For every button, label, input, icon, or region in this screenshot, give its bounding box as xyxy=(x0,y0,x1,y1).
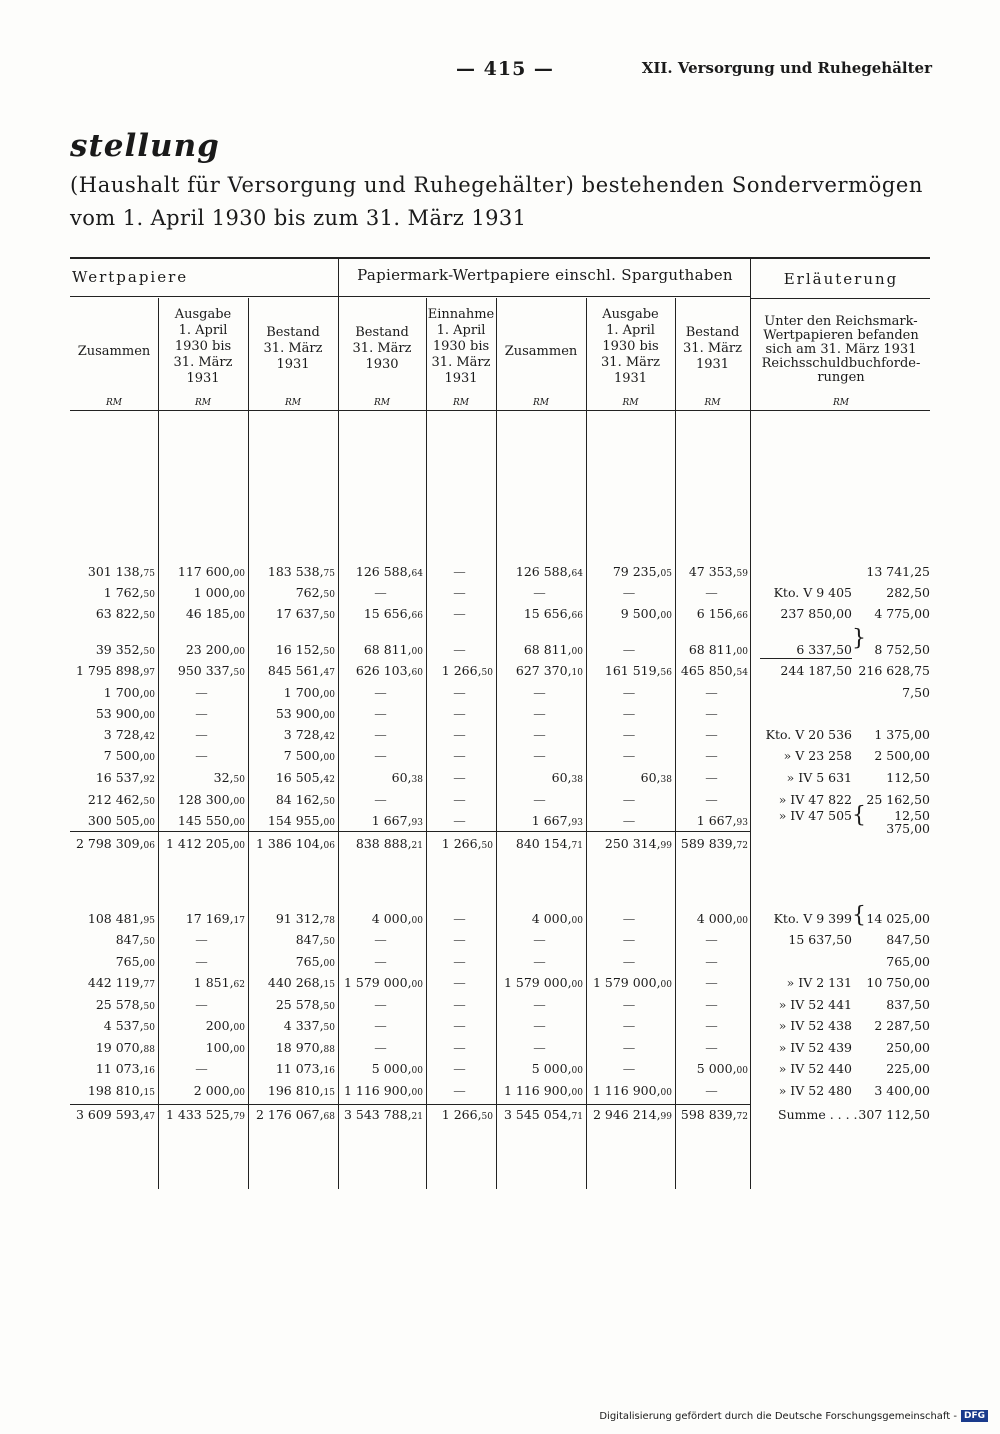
table-row-a12-col-1: 300 505,00 xyxy=(87,813,155,828)
table-row-b3-col-1: 765,00 xyxy=(115,954,155,969)
table-row-b9-col-2: 2 000,00 xyxy=(193,1083,245,1098)
note-account-notes_b-9: » IV 52 480 xyxy=(778,1083,852,1098)
table-row-b4-col-8: — xyxy=(705,975,718,990)
table-row-a4-col-8: 68 811,00 xyxy=(688,642,748,657)
table-row-a8-col-8: — xyxy=(705,727,718,742)
table-row-b7-col-1: 19 070,88 xyxy=(95,1040,155,1055)
table-row-a3-col-3: 17 637,50 xyxy=(275,606,335,621)
group-header-erlaeuterung: Erläuterung xyxy=(783,270,899,288)
table-row-b3-col-7: — xyxy=(622,954,636,969)
table-row-a11-col-1: 212 462,50 xyxy=(87,792,155,807)
unit-label: RM xyxy=(195,398,211,408)
note-account-notes_b-5: » IV 52 441 xyxy=(778,997,852,1012)
group-header-rule-right xyxy=(750,298,930,299)
table-row-b5-col-8: — xyxy=(705,997,718,1012)
table-row-a3-col-4: 15 656,66 xyxy=(363,606,423,621)
table-row-a7-col-4: — xyxy=(374,706,387,721)
table-row-a6-col-7: — xyxy=(622,685,636,700)
table-row-a2-col-6: — xyxy=(533,585,546,600)
table-row-b4-col-5: — xyxy=(453,975,466,990)
table-row-b2-col-1: 847,50 xyxy=(115,932,155,947)
col-header-ausgabe-2: Ausgabe 1. April 1930 bis 31. März 1931 xyxy=(601,307,660,386)
table-row-a7-col-3: 53 900,00 xyxy=(275,706,335,721)
table-row-b6-col-8: — xyxy=(705,1018,718,1033)
table-row-b7-col-3: 18 970,88 xyxy=(275,1040,335,1055)
table-row-a11-col-2: 128 300,00 xyxy=(177,792,245,807)
table-row-b9-col-3: 196 810,15 xyxy=(267,1083,335,1098)
group-header-papiermark: Papiermark-Wertpapiere einschl. Sparguthaben xyxy=(357,266,733,284)
table-row-b1-col-1: 108 481,95 xyxy=(87,911,155,926)
table-row-b1-col-8: 4 000,00 xyxy=(696,911,748,926)
table-row-a7-col-8: — xyxy=(705,706,718,721)
total-row-col-3: 2 176 067,68 xyxy=(255,1107,335,1122)
table-row-a9-col-7: — xyxy=(622,748,636,763)
col-header-ausgabe-1: Ausgabe 1. April 1930 bis 31. März 1931 xyxy=(173,307,233,386)
table-row-a7-col-6: — xyxy=(533,706,546,721)
table-row-a4-col-3: 16 152,50 xyxy=(275,642,335,657)
col-header-einnahme: Einnahme 1. April 1930 bis 31. März 1931 xyxy=(427,307,495,386)
table-row-a10-col-1: 16 537,92 xyxy=(95,770,155,785)
note-amount-notes_a-9: 2 500,00 xyxy=(874,748,930,763)
note-account-notes_a-12: » IV 47 505 xyxy=(778,808,852,823)
table-row-b7-col-2: 100,00 xyxy=(205,1040,245,1055)
table-row-a7-col-5: — xyxy=(453,706,466,721)
table-row-a4-col-5: — xyxy=(453,642,466,657)
dfg-logo: DFG xyxy=(961,1410,988,1422)
table-row-b8-col-8: 5 000,00 xyxy=(696,1061,748,1076)
col-divider-8 xyxy=(750,257,751,1189)
table-row-a2-col-2: 1 000,00 xyxy=(193,585,245,600)
table-row-a8-col-3: 3 728,42 xyxy=(283,727,335,742)
table-row-a3-col-1: 63 822,50 xyxy=(95,606,155,621)
table-row-a5-col-1: 1 795 898,97 xyxy=(75,663,155,678)
note-account-notes_a-5: 244 187,50 xyxy=(780,663,852,678)
col-header-bestand-1930: Bestand 31. März 1930 xyxy=(352,325,412,372)
footer-text: Digitalisierung gefördert durch die Deutsche Forschungsgemeinschaft - xyxy=(599,1410,957,1422)
note-amount-notes_a-10: 112,50 xyxy=(886,770,930,785)
table-row-a12-col-5: — xyxy=(453,813,466,828)
table-row-b2-col-6: — xyxy=(533,932,546,947)
table-row-a1-col-2: 117 600,00 xyxy=(177,564,245,579)
note-account-notes_b-7: » IV 52 439 xyxy=(778,1040,852,1055)
table-row-b8-col-4: 5 000,00 xyxy=(371,1061,423,1076)
col-header-zusammen-1: Zusammen xyxy=(77,344,151,359)
table-row-b1-col-7: — xyxy=(622,911,636,926)
total-row-col-5: 1 266,50 xyxy=(441,1107,493,1122)
table-row-b6-col-7: — xyxy=(622,1018,636,1033)
table-row-a2-col-5: — xyxy=(453,585,466,600)
table-row-a3-col-6: 15 656,66 xyxy=(523,606,583,621)
table-row-b1-col-3: 91 312,78 xyxy=(275,911,335,926)
note-amount-notes_a-2: 282,50 xyxy=(886,585,930,600)
note-amount-notes_a-11: 25 162,50 xyxy=(866,792,930,807)
table-row-b9-col-4: 1 116 900,00 xyxy=(343,1083,423,1098)
table-row-a2-col-1: 1 762,50 xyxy=(103,585,155,600)
column-header-bottom-rule xyxy=(70,410,930,411)
table-row-b6-col-3: 4 337,50 xyxy=(283,1018,335,1033)
total-row-col-8: 598 839,72 xyxy=(680,1107,748,1122)
table-row-b5-col-4: — xyxy=(374,997,387,1012)
table-row-a10-col-5: — xyxy=(453,770,466,785)
table-row-a12-col-6: 1 667,93 xyxy=(531,813,583,828)
subtotal-row-col-2: 1 412 205,00 xyxy=(165,836,245,851)
table-row-b9-col-8: — xyxy=(705,1083,718,1098)
note-account-notes_a-8: Kto. V 20 536 xyxy=(765,727,852,742)
table-row-b2-col-2: — xyxy=(195,932,208,947)
subtotal-row-col-3: 1 386 104,06 xyxy=(255,836,335,851)
note-amount-notes_a-4: 8 752,50 xyxy=(874,642,930,657)
brace-mark: { xyxy=(852,803,866,828)
table-row-b3-col-5: — xyxy=(453,954,466,969)
table-row-a3-col-8: 6 156,66 xyxy=(696,606,748,621)
note-account-notes_a-2: Kto. V 9 405 xyxy=(773,585,852,600)
table-row-a4-col-7: — xyxy=(622,642,636,657)
table-row-b5-col-1: 25 578,50 xyxy=(95,997,155,1012)
table-row-b2-col-7: — xyxy=(622,932,636,947)
table-row-a1-col-5: — xyxy=(453,564,466,579)
table-row-a9-col-3: 7 500,00 xyxy=(283,748,335,763)
table-row-b3-col-8: — xyxy=(705,954,718,969)
note-amount-notes_b-5: 837,50 xyxy=(886,997,930,1012)
table-row-a11-col-6: — xyxy=(533,792,546,807)
table-row-b7-col-6: — xyxy=(533,1040,546,1055)
table-row-b2-col-8: — xyxy=(705,932,718,947)
table-row-a9-col-5: — xyxy=(453,748,466,763)
table-row-a4-col-4: 68 811,00 xyxy=(363,642,423,657)
table-row-a10-col-7: 60,38 xyxy=(640,770,672,785)
table-row-a6-col-2: — xyxy=(195,685,208,700)
table-row-a5-col-3: 845 561,47 xyxy=(267,663,335,678)
summe-label: Summe . . . . xyxy=(778,1107,858,1122)
note-account-notes_b-6: » IV 52 438 xyxy=(778,1018,852,1033)
table-row-b4-col-3: 440 268,15 xyxy=(267,975,335,990)
note-account-notes_b-2: 15 637,50 xyxy=(788,932,852,947)
table-row-a10-col-6: 60,38 xyxy=(551,770,583,785)
unit-label: RM xyxy=(704,398,721,408)
table-row-a10-col-4: 60,38 xyxy=(391,770,423,785)
summe-value: 307 112,50 xyxy=(858,1107,930,1122)
note-amount-notes_b-6: 2 287,50 xyxy=(874,1018,930,1033)
table-row-a10-col-8: — xyxy=(705,770,718,785)
table-row-b7-col-7: — xyxy=(622,1040,636,1055)
table-row-b4-col-6: 1 579 000,00 xyxy=(503,975,583,990)
table-row-a2-col-3: 762,50 xyxy=(295,585,335,600)
table-row-a12-col-4: 1 667,93 xyxy=(371,813,423,828)
note-amount-notes_b-8: 225,00 xyxy=(886,1061,930,1076)
table-row-a3-col-7: 9 500,00 xyxy=(620,606,672,621)
table-row-b3-col-6: — xyxy=(533,954,546,969)
unit-label: RM xyxy=(533,398,549,408)
table-row-b1-col-4: 4 000,00 xyxy=(371,911,423,926)
table-row-b5-col-3: 25 578,50 xyxy=(275,997,335,1012)
subtotal-row-col-7: 250 314,99 xyxy=(604,836,672,851)
table-row-b2-col-4: — xyxy=(374,932,387,947)
table-row-a5-col-7: 161 519,56 xyxy=(604,663,672,678)
table-row-a5-col-6: 627 370,10 xyxy=(515,663,583,678)
subtotal-row-col-4: 838 888,21 xyxy=(355,836,423,851)
page-number: — 415 — xyxy=(456,58,554,80)
table-row-a4-col-2: 23 200,00 xyxy=(185,642,245,657)
col-header-bestand-1931-1: Bestand 31. März 1931 xyxy=(263,325,323,372)
table-row-a4-col-1: 39 352,50 xyxy=(95,642,155,657)
table-row-a4-col-6: 68 811,00 xyxy=(523,642,583,657)
table-row-b1-col-5: — xyxy=(453,911,466,926)
table-row-a8-col-4: — xyxy=(374,727,387,742)
total-row-col-2: 1 433 525,79 xyxy=(165,1107,245,1122)
col-header-bestand-1931-2: Bestand 31. März 1931 xyxy=(683,325,742,372)
table-row-b4-col-1: 442 119,77 xyxy=(87,975,155,990)
table-row-b8-col-3: 11 073,16 xyxy=(275,1061,335,1076)
table-row-b7-col-4: — xyxy=(374,1040,387,1055)
note-amount-notes_a-5: 216 628,75 xyxy=(858,663,930,678)
table-row-b7-col-5: — xyxy=(453,1040,466,1055)
note-account-notes_b-1: Kto. V 9 399 xyxy=(773,911,852,926)
table-row-a12-col-3: 154 955,00 xyxy=(267,813,335,828)
note-amount-notes_b-4: 10 750,00 xyxy=(866,975,930,990)
table-row-a3-col-2: 46 185,00 xyxy=(185,606,245,621)
table-row-b7-col-8: — xyxy=(705,1040,718,1055)
table-row-a8-col-5: — xyxy=(453,727,466,742)
unit-label: RM xyxy=(833,398,849,408)
table-row-a1-col-3: 183 538,75 xyxy=(267,564,335,579)
subtotal-rule xyxy=(70,831,750,832)
table-row-b4-col-2: 1 851,62 xyxy=(193,975,245,990)
table-row-a7-col-2: — xyxy=(195,706,208,721)
table-row-a2-col-8: — xyxy=(705,585,718,600)
note-amount-notes_a-12: 12,50 xyxy=(894,808,930,823)
total-rule xyxy=(70,1104,750,1105)
table-row-a6-col-1: 1 700,00 xyxy=(103,685,155,700)
table-row-a1-col-6: 126 588,64 xyxy=(515,564,583,579)
table-row-a11-col-4: — xyxy=(374,792,387,807)
table-row-a5-col-4: 626 103,60 xyxy=(355,663,423,678)
table-row-a3-col-5: — xyxy=(453,606,466,621)
table-row-a7-col-7: — xyxy=(622,706,636,721)
unit-label: RM xyxy=(622,398,639,408)
table-row-a11-col-8: — xyxy=(705,792,718,807)
table-row-a1-col-4: 126 588,64 xyxy=(355,564,423,579)
table-row-a12-col-8: 1 667,93 xyxy=(696,813,748,828)
table-row-a7-col-1: 53 900,00 xyxy=(95,706,155,721)
table-row-a8-col-1: 3 728,42 xyxy=(103,727,155,742)
table-row-b2-col-5: — xyxy=(453,932,466,947)
title-subline-2: vom 1. April 1930 bis zum 31. März 1931 xyxy=(70,206,527,230)
table-row-a6-col-4: — xyxy=(374,685,387,700)
table-row-a9-col-2: — xyxy=(195,748,208,763)
unit-label: RM xyxy=(285,398,301,408)
table-row-b4-col-7: 1 579 000,00 xyxy=(592,975,672,990)
table-row-b9-col-1: 198 810,15 xyxy=(87,1083,155,1098)
note-account-notes_a-3: 237 850,00 xyxy=(780,606,852,621)
page-title: stellung xyxy=(70,128,220,164)
table-row-b8-col-5: — xyxy=(453,1061,466,1076)
table-row-b6-col-6: — xyxy=(533,1018,546,1033)
table-row-b5-col-2: — xyxy=(195,997,208,1012)
table-row-a1-col-8: 47 353,59 xyxy=(688,564,748,579)
table-row-a5-col-5: 1 266,50 xyxy=(441,663,493,678)
title-subline-1: (Haushalt für Versorgung und Ruhegehälter) bestehenden Sondervermögen xyxy=(70,173,924,197)
table-row-a10-col-2: 32,50 xyxy=(213,770,245,785)
table-row-a9-col-1: 7 500,00 xyxy=(103,748,155,763)
table-row-b4-col-4: 1 579 000,00 xyxy=(343,975,423,990)
group-header-wertpapiere: Wertpapiere xyxy=(72,268,189,286)
table-row-a2-col-7: — xyxy=(622,585,636,600)
table-row-b5-col-6: — xyxy=(533,997,546,1012)
note-account-notes_a-9: » V 23 258 xyxy=(783,748,852,763)
subtotal-row-col-8: 589 839,72 xyxy=(680,836,748,851)
table-row-a6-col-6: — xyxy=(533,685,546,700)
table-row-a1-col-7: 79 235,05 xyxy=(612,564,672,579)
total-row-col-6: 3 545 054,71 xyxy=(503,1107,583,1122)
table-row-b9-col-7: 1 116 900,00 xyxy=(592,1083,672,1098)
note-account-notes_b-8: » IV 52 440 xyxy=(778,1061,852,1076)
note-account-notes_a-10: » IV 5 631 xyxy=(786,770,852,785)
note-amount-notes_a-8: 1 375,00 xyxy=(874,727,930,742)
table-row-b3-col-3: 765,00 xyxy=(295,954,335,969)
table-row-b3-col-2: — xyxy=(195,954,208,969)
note-subtotal-rule xyxy=(760,658,852,659)
unit-label: RM xyxy=(106,398,122,408)
note-amount-notes_b-3: 765,00 xyxy=(886,954,930,969)
subtotal-row-col-5: 1 266,50 xyxy=(441,836,493,851)
note-amount-notes_b-9: 3 400,00 xyxy=(874,1083,930,1098)
note-amount-notes_a-6: 7,50 xyxy=(902,685,930,700)
table-row-b8-col-2: — xyxy=(195,1061,208,1076)
footer-credit xyxy=(599,1410,988,1422)
table-row-b8-col-1: 11 073,16 xyxy=(95,1061,155,1076)
table-row-a6-col-5: — xyxy=(453,685,466,700)
table-row-b6-col-2: 200,00 xyxy=(205,1018,245,1033)
group-header-rule-left xyxy=(70,296,338,297)
table-row-b2-col-3: 847,50 xyxy=(295,932,335,947)
total-row-col-4: 3 543 788,21 xyxy=(343,1107,423,1122)
table-row-a1-col-1: 301 138,75 xyxy=(87,564,155,579)
table-row-b3-col-4: — xyxy=(374,954,387,969)
total-row-col-7: 2 946 214,99 xyxy=(592,1107,672,1122)
note-account-notes_a-4: 6 337,50 xyxy=(796,642,852,657)
table-row-a8-col-6: — xyxy=(533,727,546,742)
note-account-notes_b-4: » IV 2 131 xyxy=(786,975,852,990)
table-row-a6-col-8: — xyxy=(705,685,718,700)
group-header-rule-mid xyxy=(338,296,750,297)
note-account-notes_a-11: » IV 47 822 xyxy=(778,792,852,807)
table-row-a6-col-3: 1 700,00 xyxy=(283,685,335,700)
table-row-a2-col-4: — xyxy=(374,585,387,600)
subtotal-row-col-6: 840 154,71 xyxy=(515,836,583,851)
table-row-a5-col-2: 950 337,50 xyxy=(177,663,245,678)
unit-label: RM xyxy=(453,398,469,408)
table-row-a9-col-4: — xyxy=(374,748,387,763)
table-row-a10-col-3: 16 505,42 xyxy=(275,770,335,785)
table-top-rule xyxy=(70,257,930,259)
table-row-a11-col-5: — xyxy=(453,792,466,807)
table-row-a12-col-7: — xyxy=(622,813,636,828)
table-row-b1-col-2: 17 169,17 xyxy=(185,911,245,926)
table-row-b1-col-6: 4 000,00 xyxy=(531,911,583,926)
table-row-b9-col-5: — xyxy=(453,1083,466,1098)
table-row-a5-col-8: 465 850,54 xyxy=(680,663,748,678)
table-row-b8-col-7: — xyxy=(622,1061,636,1076)
table-row-a9-col-8: — xyxy=(705,748,718,763)
table-row-b9-col-6: 1 116 900,00 xyxy=(503,1083,583,1098)
col-header-zusammen-2: Zusammen xyxy=(504,344,578,359)
note-amount-notes_a-3: 4 775,00 xyxy=(874,606,930,621)
subtotal-row-col-1: 2 798 309,06 xyxy=(75,836,155,851)
table-row-b5-col-7: — xyxy=(622,997,636,1012)
note-amount-notes_a-1: 13 741,25 xyxy=(866,564,930,579)
table-row-b6-col-5: — xyxy=(453,1018,466,1033)
col-header-erlaeuterung: Unter den Reichsmark- Wertpapieren befanden sich am 31. März 1931 Reichsschuldbuchforde- rungen xyxy=(761,314,921,385)
table-row-a8-col-7: — xyxy=(622,727,636,742)
table-row-a9-col-6: — xyxy=(533,748,546,763)
table-row-b5-col-5: — xyxy=(453,997,466,1012)
brace-mark: } xyxy=(852,626,866,651)
table-row-a11-col-7: — xyxy=(622,792,636,807)
table-row-b6-col-1: 4 537,50 xyxy=(103,1018,155,1033)
running-head: XII. Versorgung und Ruhegehälter xyxy=(641,59,932,77)
note-amount-notes_b-2: 847,50 xyxy=(886,932,930,947)
table-row-b8-col-6: 5 000,00 xyxy=(531,1061,583,1076)
table-row-a12-col-2: 145 550,00 xyxy=(177,813,245,828)
note-amount-notes_b-1: 14 025,00 xyxy=(866,911,930,926)
total-row-col-1: 3 609 593,47 xyxy=(75,1107,155,1122)
unit-label: RM xyxy=(374,398,390,408)
brace-mark: { xyxy=(852,903,866,928)
table-row-a8-col-2: — xyxy=(195,727,208,742)
table-row-a11-col-3: 84 162,50 xyxy=(275,792,335,807)
note-extra-value: 375,00 xyxy=(886,821,930,836)
table-row-b6-col-4: — xyxy=(374,1018,387,1033)
note-amount-notes_b-7: 250,00 xyxy=(886,1040,930,1055)
